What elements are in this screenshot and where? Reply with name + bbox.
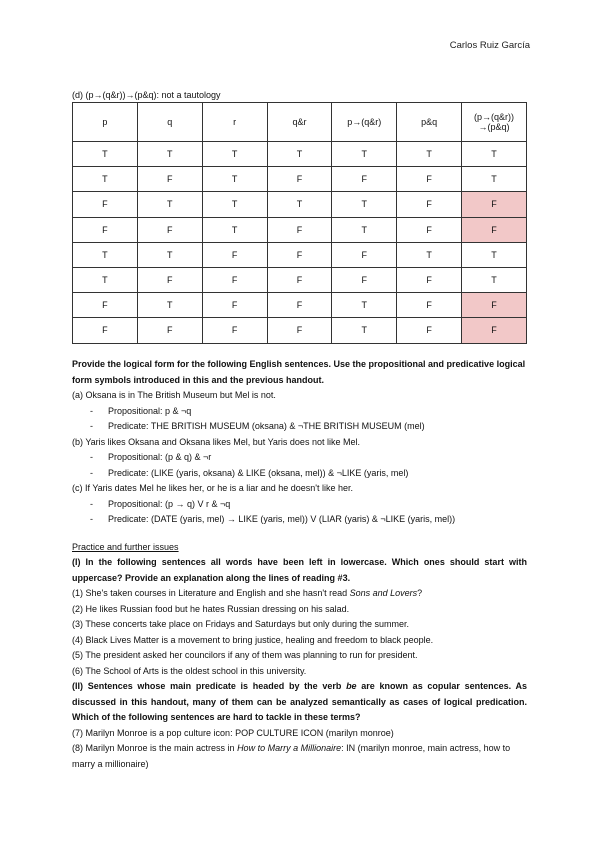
practice-sentence: (4) Black Lives Matter is a movement to bring justice, healing and freedom to black people. <box>72 634 434 645</box>
sentence-text: : IN (marilyn monroe, main actress, how to marry a millionaire) <box>72 743 511 769</box>
column-header: r <box>202 103 267 142</box>
exercise-section <box>72 357 527 772</box>
truth-table-cell: F <box>267 167 332 192</box>
propositional-answer: - Propositional: (p & q) & ¬r <box>72 450 527 466</box>
truth-table-cell: F <box>397 318 462 343</box>
truth-table-cell: T <box>202 192 267 217</box>
practice-sentence: (3) These concerts take place on Fridays and Saturdays but only during the summer. <box>72 619 410 629</box>
answer-list <box>72 450 527 481</box>
exercise-sentence: (c) If Yaris dates Mel he likes her, or he is a liar and he doesn't like her. <box>72 483 354 493</box>
truth-table-row <box>73 318 527 343</box>
table-caption: (d) (p→(q&r))→(p&q): not a tautology <box>72 90 221 100</box>
truth-table-cell: T <box>202 167 267 192</box>
truth-table-cell: T <box>73 242 138 267</box>
answer-list <box>72 497 527 528</box>
instruction-text: (II) Sentences whose main predicate is headed by the verb <box>72 681 347 691</box>
truth-table-cell: F <box>397 293 462 318</box>
part2-instruction <box>72 679 527 726</box>
propositional-answer: - Propositional: p & ¬q <box>72 404 527 420</box>
truth-table-cell: F <box>73 318 138 343</box>
truth-table-cell: F <box>267 242 332 267</box>
truth-table-cell: F <box>202 242 267 267</box>
truth-table-cell: F <box>332 242 397 267</box>
truth-table-cell: T <box>332 318 397 343</box>
truth-table-row <box>73 142 527 167</box>
instruction-text: are known as copular sentences. As discussed in this handout, many of them can be analyzed semantically as cases of logical predication. Which of the following sentences are hard to tackle in these terms? <box>72 681 527 722</box>
truth-table-cell: F <box>137 167 202 192</box>
truth-table-cell: F <box>332 267 397 292</box>
truth-table-cell: T <box>267 192 332 217</box>
predicate-answer: - Predicate: THE BRITISH MUSEUM (oksana) & ¬THE BRITISH MUSEUM (mel) <box>72 419 527 435</box>
column-header: p→(q&r) <box>332 103 397 142</box>
truth-table-cell: T <box>332 217 397 242</box>
movie-title: How to Marry a Millionaire <box>237 743 342 753</box>
truth-table-cell: F <box>462 192 527 217</box>
propositional-answer: - Propositional: (p → q) V r & ¬q <box>72 497 527 513</box>
exercise-instruction: Provide the logical form for the following English sentences. Use the propositional and predicative logical form symbols introduced in this and the previous handout. <box>72 359 526 385</box>
exercise-sentence: (a) Oksana is in The British Museum but Mel is not. <box>72 390 276 400</box>
practice-sentence: (2) He likes Russian food but he hates Russian dressing on his salad. <box>72 603 350 614</box>
truth-table-cell: T <box>202 142 267 167</box>
truth-table-cell: F <box>137 318 202 343</box>
truth-table-cell: F <box>397 217 462 242</box>
column-header: (p→(q&r)) →(p&q) <box>462 103 527 142</box>
sentence-text: ? <box>417 588 423 598</box>
truth-table-cell: T <box>462 242 527 267</box>
truth-table-cell: T <box>137 192 202 217</box>
emphasis-word: be <box>346 681 357 691</box>
truth-table-cell: T <box>137 293 202 318</box>
truth-table-cell: F <box>462 318 527 343</box>
truth-table-cell: F <box>137 217 202 242</box>
truth-table-cell: F <box>73 293 138 318</box>
truth-table-header-row <box>73 103 527 142</box>
column-header: q&r <box>267 103 332 142</box>
truth-table-cell: F <box>462 217 527 242</box>
author-name: Carlos Ruiz García <box>449 40 530 51</box>
truth-table-cell: F <box>397 267 462 292</box>
truth-table-cell: F <box>267 217 332 242</box>
practice-sentence <box>72 741 527 772</box>
truth-table-cell: T <box>73 167 138 192</box>
truth-table-cell: T <box>137 242 202 267</box>
truth-table-cell: T <box>73 267 138 292</box>
practice-sentence <box>72 586 527 602</box>
sentence-text: (8) Marilyn Monroe is the main actress in <box>72 743 238 753</box>
predicate-answer: - Predicate: (LIKE (yaris, oksana) & LIKE (oksana, mel)) & ¬LIKE (yaris, mel) <box>72 466 527 482</box>
truth-table-row <box>73 293 527 318</box>
predicate-answer: - Predicate: (DATE (yaris, mel) → LIKE (yaris, mel)) V (LIAR (yaris) & ¬LIKE (yaris, mel)) <box>72 512 527 528</box>
truth-table-cell: T <box>332 142 397 167</box>
truth-table <box>72 102 527 344</box>
truth-table-row <box>73 192 527 217</box>
truth-table-cell: F <box>267 293 332 318</box>
truth-table-cell: T <box>332 293 397 318</box>
column-header: q <box>137 103 202 142</box>
truth-table-cell: T <box>137 142 202 167</box>
truth-table-cell: T <box>332 192 397 217</box>
truth-table-row <box>73 217 527 242</box>
book-title: Sons and Lovers <box>349 588 418 598</box>
truth-table-cell: F <box>137 267 202 292</box>
truth-table-cell: T <box>267 142 332 167</box>
practice-sentence: (7) Marilyn Monroe is a pop culture icon: POP CULTURE ICON (marilyn monroe) <box>72 727 394 738</box>
truth-table-cell: F <box>462 293 527 318</box>
truth-table-cell: T <box>397 142 462 167</box>
practice-sentence: (6) The School of Arts is the oldest school in this university. <box>72 665 307 676</box>
truth-table-cell: T <box>202 217 267 242</box>
sentence-text: (1) She's taken courses in Literature and English and she hasn't read <box>72 588 350 598</box>
truth-table-cell: F <box>73 217 138 242</box>
practice-sentence: (5) The president asked her councilors if any of them was planning to run for president. <box>72 650 418 660</box>
truth-table-cell: T <box>73 142 138 167</box>
truth-table-cell: F <box>397 192 462 217</box>
truth-table-cell: F <box>202 267 267 292</box>
truth-table-cell: F <box>202 293 267 318</box>
truth-table-cell: F <box>267 318 332 343</box>
part1-instruction: (I) In the following sentences all words have been left in lowercase. Which ones should start with uppercase? Provide an explanation along the lines of reading #3. <box>72 557 527 583</box>
column-header: p&q <box>397 103 462 142</box>
exercise-sentence: (b) Yaris likes Oksana and Oksana likes Mel, but Yaris does not like Mel. <box>72 436 360 447</box>
truth-table-cell: T <box>462 267 527 292</box>
truth-table-cell: F <box>73 192 138 217</box>
practice-heading: Practice and further issues <box>72 541 179 552</box>
truth-table-cell: T <box>462 167 527 192</box>
truth-table-cell: T <box>397 242 462 267</box>
truth-table-row <box>73 242 527 267</box>
truth-table-cell: F <box>202 318 267 343</box>
truth-table-cell: F <box>397 167 462 192</box>
truth-table-cell: F <box>267 267 332 292</box>
answer-list <box>72 404 527 435</box>
truth-table-row <box>73 167 527 192</box>
truth-table-row <box>73 267 527 292</box>
column-header: p <box>73 103 138 142</box>
truth-table-cell: T <box>462 142 527 167</box>
truth-table-cell: F <box>332 167 397 192</box>
